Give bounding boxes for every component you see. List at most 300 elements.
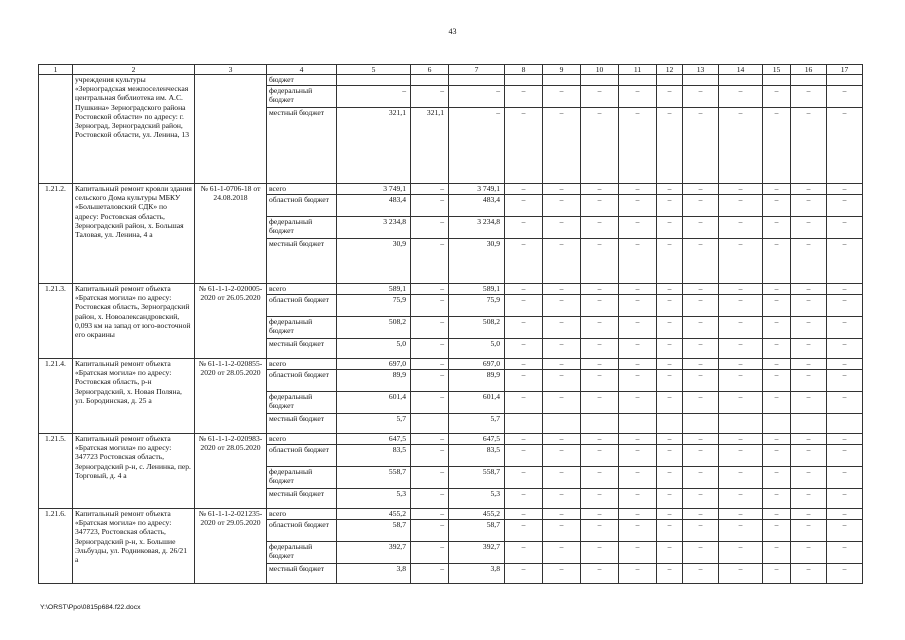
value-cell: –: [657, 184, 683, 195]
value-cell: 5,7: [449, 414, 505, 434]
value-cell: –: [763, 370, 791, 392]
item-number: 1.21.2.: [39, 184, 73, 284]
value-cell: –: [791, 339, 827, 359]
value-cell: –: [719, 108, 763, 184]
value-cell: –: [763, 86, 791, 108]
value-cell: –: [791, 467, 827, 489]
value-cell: –: [763, 339, 791, 359]
value-cell: 3,8: [449, 564, 505, 584]
value-cell: –: [827, 489, 863, 509]
value-cell: –: [827, 184, 863, 195]
value-cell: [543, 414, 581, 434]
value-cell: –: [827, 445, 863, 467]
value-cell: –: [411, 467, 449, 489]
funding-source: федеральный бюджет: [267, 86, 337, 108]
value-cell: –: [683, 217, 719, 239]
value-cell: –: [543, 509, 581, 520]
item-name: Капитальный ремонт кровли здания сельского Дома культуры МБКУ «Большеталовский СДК» по адресу: Ростовская область, Зерноградский район, х. Большая Таловая, ул. Ленина, 4 а: [73, 184, 195, 284]
value-cell: –: [657, 86, 683, 108]
funding-source: местный бюджет: [267, 564, 337, 584]
column-header: 5: [337, 65, 411, 75]
value-cell: –: [657, 317, 683, 339]
item-name: Капитальный ремонт объекта «Братская могила» по адресу: 347723 Ростовская область, Зерноградский р-н, с. Ленинка, пер. Торговый, д. 4 а: [73, 434, 195, 509]
value-cell: 3 234,8: [449, 217, 505, 239]
table-body: [39, 75, 863, 584]
item-name: Капитальный ремонт объекта «Братская могила» по адресу: 347723, Ростовская область, Зерноградский р-н, х. Большие Эльбузды, ул. Родниковая, д. 26/21 а: [73, 509, 195, 584]
value-cell: –: [581, 195, 619, 217]
value-cell: –: [619, 520, 657, 542]
value-cell: –: [619, 467, 657, 489]
value-cell: –: [791, 239, 827, 284]
value-cell: –: [683, 542, 719, 564]
value-cell: [827, 414, 863, 434]
value-cell: 58,7: [337, 520, 411, 542]
item-name: Капитальный ремонт объекта «Братская могила» по адресу: Ростовская область, р-н Зерноградский, х. Новая Поляна, ул. Бородинская, д. 25 а: [73, 359, 195, 434]
value-cell: –: [683, 564, 719, 584]
value-cell: 483,4: [337, 195, 411, 217]
value-cell: –: [657, 509, 683, 520]
value-cell: –: [763, 489, 791, 509]
value-cell: 3 749,1: [449, 184, 505, 195]
value-cell: –: [411, 284, 449, 295]
value-cell: [505, 75, 543, 86]
value-cell: [683, 414, 719, 434]
funding-source: местный бюджет: [267, 414, 337, 434]
budget-table: [38, 64, 863, 584]
value-cell: –: [619, 564, 657, 584]
value-cell: –: [543, 339, 581, 359]
value-cell: –: [763, 392, 791, 414]
funding-source: местный бюджет: [267, 108, 337, 184]
value-cell: –: [791, 284, 827, 295]
value-cell: 601,4: [337, 392, 411, 414]
value-cell: –: [619, 359, 657, 370]
value-cell: 392,7: [449, 542, 505, 564]
value-cell: 508,2: [449, 317, 505, 339]
value-cell: –: [791, 217, 827, 239]
value-cell: –: [827, 239, 863, 284]
value-cell: 508,2: [337, 317, 411, 339]
value-cell: 3 749,1: [337, 184, 411, 195]
value-cell: –: [543, 359, 581, 370]
value-cell: –: [657, 434, 683, 445]
value-cell: –: [543, 86, 581, 108]
table-row: [39, 284, 863, 295]
value-cell: 83,5: [337, 445, 411, 467]
value-cell: –: [505, 445, 543, 467]
column-header: 16: [791, 65, 827, 75]
value-cell: –: [505, 184, 543, 195]
funding-source: областной бюджет: [267, 370, 337, 392]
value-cell: –: [505, 370, 543, 392]
value-cell: –: [411, 392, 449, 414]
value-cell: –: [763, 434, 791, 445]
value-cell: [683, 75, 719, 86]
item-document: [195, 75, 267, 184]
funding-source: областной бюджет: [267, 195, 337, 217]
funding-source: всего: [267, 359, 337, 370]
value-cell: –: [657, 392, 683, 414]
value-cell: –: [827, 339, 863, 359]
value-cell: –: [657, 359, 683, 370]
column-header: 3: [195, 65, 267, 75]
value-cell: –: [763, 217, 791, 239]
value-cell: –: [619, 317, 657, 339]
value-cell: [763, 75, 791, 86]
value-cell: –: [505, 467, 543, 489]
value-cell: –: [719, 195, 763, 217]
value-cell: –: [505, 295, 543, 317]
value-cell: –: [719, 184, 763, 195]
value-cell: –: [505, 108, 543, 184]
item-document: № 61-1-1-2-020983-2020 от 28.05.2020: [195, 434, 267, 509]
item-number: 1.21.4.: [39, 359, 73, 434]
value-cell: –: [619, 509, 657, 520]
value-cell: –: [619, 339, 657, 359]
value-cell: –: [791, 542, 827, 564]
funding-source: федеральный бюджет: [267, 542, 337, 564]
funding-source: местный бюджет: [267, 339, 337, 359]
value-cell: –: [543, 184, 581, 195]
value-cell: –: [505, 542, 543, 564]
value-cell: –: [505, 217, 543, 239]
value-cell: –: [827, 86, 863, 108]
value-cell: –: [657, 564, 683, 584]
value-cell: –: [581, 86, 619, 108]
value-cell: –: [683, 392, 719, 414]
value-cell: –: [719, 434, 763, 445]
value-cell: –: [505, 339, 543, 359]
item-number: 1.21.5.: [39, 434, 73, 509]
value-cell: –: [791, 108, 827, 184]
value-cell: 558,7: [337, 467, 411, 489]
value-cell: –: [827, 509, 863, 520]
value-cell: –: [411, 217, 449, 239]
value-cell: –: [543, 239, 581, 284]
value-cell: 30,9: [337, 239, 411, 284]
value-cell: –: [719, 86, 763, 108]
value-cell: –: [719, 564, 763, 584]
value-cell: –: [619, 445, 657, 467]
value-cell: –: [657, 520, 683, 542]
funding-source: всего: [267, 434, 337, 445]
value-cell: –: [581, 509, 619, 520]
value-cell: –: [827, 564, 863, 584]
value-cell: –: [719, 467, 763, 489]
value-cell: 558,7: [449, 467, 505, 489]
value-cell: [337, 75, 411, 86]
value-cell: –: [581, 284, 619, 295]
item-document: № 61-1-0706-18 от 24.08.2018: [195, 184, 267, 284]
value-cell: –: [827, 542, 863, 564]
value-cell: –: [543, 564, 581, 584]
table-row: [39, 184, 863, 195]
value-cell: 455,2: [449, 509, 505, 520]
value-cell: –: [619, 108, 657, 184]
value-cell: –: [791, 564, 827, 584]
column-header: 1: [39, 65, 73, 75]
value-cell: –: [683, 284, 719, 295]
value-cell: –: [719, 317, 763, 339]
value-cell: –: [543, 489, 581, 509]
value-cell: –: [683, 359, 719, 370]
value-cell: –: [619, 239, 657, 284]
value-cell: [657, 75, 683, 86]
funding-source: федеральный бюджет: [267, 392, 337, 414]
header-row: [39, 65, 863, 75]
value-cell: –: [505, 509, 543, 520]
value-cell: 647,5: [337, 434, 411, 445]
item-document: № 61-1-1-2-020005-2020 от 26.05.2020: [195, 284, 267, 359]
value-cell: –: [411, 86, 449, 108]
column-header: 2: [73, 65, 195, 75]
funding-source: областной бюджет: [267, 295, 337, 317]
value-cell: [543, 75, 581, 86]
value-cell: –: [619, 392, 657, 414]
value-cell: –: [827, 317, 863, 339]
column-header: 4: [267, 65, 337, 75]
value-cell: –: [763, 184, 791, 195]
value-cell: –: [543, 284, 581, 295]
table-row: [39, 434, 863, 445]
item-number: 1.21.6.: [39, 509, 73, 584]
value-cell: –: [619, 542, 657, 564]
value-cell: –: [827, 359, 863, 370]
value-cell: [411, 414, 449, 434]
value-cell: –: [719, 359, 763, 370]
value-cell: –: [683, 195, 719, 217]
value-cell: –: [543, 520, 581, 542]
value-cell: –: [337, 86, 411, 108]
value-cell: –: [505, 239, 543, 284]
column-header: 8: [505, 65, 543, 75]
value-cell: –: [763, 239, 791, 284]
value-cell: –: [411, 564, 449, 584]
funding-source: бюджет: [267, 75, 337, 86]
value-cell: –: [657, 489, 683, 509]
value-cell: –: [657, 108, 683, 184]
value-cell: 483,4: [449, 195, 505, 217]
column-header: 17: [827, 65, 863, 75]
value-cell: –: [657, 284, 683, 295]
value-cell: –: [581, 239, 619, 284]
value-cell: –: [791, 370, 827, 392]
value-cell: –: [411, 339, 449, 359]
value-cell: 75,9: [449, 295, 505, 317]
value-cell: –: [581, 489, 619, 509]
value-cell: 647,5: [449, 434, 505, 445]
funding-source: местный бюджет: [267, 239, 337, 284]
value-cell: [791, 75, 827, 86]
value-cell: –: [619, 86, 657, 108]
funding-source: областной бюджет: [267, 445, 337, 467]
value-cell: –: [581, 370, 619, 392]
value-cell: –: [449, 86, 505, 108]
funding-source: областной бюджет: [267, 520, 337, 542]
item-document: № 61-1-1-2-020855-2020 от 28.05.2020: [195, 359, 267, 434]
column-header: 6: [411, 65, 449, 75]
value-cell: –: [827, 295, 863, 317]
value-cell: –: [619, 434, 657, 445]
value-cell: –: [791, 434, 827, 445]
value-cell: 589,1: [449, 284, 505, 295]
value-cell: –: [505, 359, 543, 370]
value-cell: [827, 75, 863, 86]
value-cell: [619, 414, 657, 434]
value-cell: –: [791, 195, 827, 217]
value-cell: –: [827, 284, 863, 295]
value-cell: –: [791, 489, 827, 509]
value-cell: –: [411, 434, 449, 445]
column-header: 15: [763, 65, 791, 75]
value-cell: –: [619, 217, 657, 239]
value-cell: –: [827, 370, 863, 392]
value-cell: [619, 75, 657, 86]
funding-source: федеральный бюджет: [267, 217, 337, 239]
value-cell: –: [791, 295, 827, 317]
value-cell: –: [683, 434, 719, 445]
funding-source: всего: [267, 284, 337, 295]
value-cell: –: [581, 295, 619, 317]
value-cell: 89,9: [337, 370, 411, 392]
value-cell: 601,4: [449, 392, 505, 414]
value-cell: –: [505, 489, 543, 509]
value-cell: –: [657, 467, 683, 489]
value-cell: –: [411, 359, 449, 370]
value-cell: –: [543, 295, 581, 317]
column-header: 7: [449, 65, 505, 75]
value-cell: –: [683, 317, 719, 339]
footer-path: Y:\ORST\Ppo\0815p684.f22.docx: [40, 604, 141, 611]
value-cell: –: [719, 392, 763, 414]
value-cell: –: [505, 564, 543, 584]
value-cell: 697,0: [449, 359, 505, 370]
value-cell: –: [543, 467, 581, 489]
value-cell: –: [719, 520, 763, 542]
value-cell: –: [683, 509, 719, 520]
column-header: 13: [683, 65, 719, 75]
column-header: 12: [657, 65, 683, 75]
value-cell: –: [543, 392, 581, 414]
value-cell: –: [411, 520, 449, 542]
value-cell: –: [581, 359, 619, 370]
value-cell: [763, 414, 791, 434]
value-cell: –: [763, 542, 791, 564]
value-cell: –: [827, 467, 863, 489]
value-cell: 83,5: [449, 445, 505, 467]
value-cell: –: [581, 217, 619, 239]
funding-source: федеральный бюджет: [267, 467, 337, 489]
value-cell: –: [619, 284, 657, 295]
table-row: [39, 509, 863, 520]
value-cell: –: [719, 509, 763, 520]
value-cell: [581, 414, 619, 434]
value-cell: –: [683, 520, 719, 542]
value-cell: –: [791, 392, 827, 414]
value-cell: 75,9: [337, 295, 411, 317]
value-cell: –: [581, 392, 619, 414]
value-cell: –: [763, 317, 791, 339]
value-cell: [719, 414, 763, 434]
value-cell: 5,7: [337, 414, 411, 434]
value-cell: 392,7: [337, 542, 411, 564]
value-cell: –: [719, 295, 763, 317]
funding-source: всего: [267, 509, 337, 520]
value-cell: –: [719, 445, 763, 467]
value-cell: 3 234,8: [337, 217, 411, 239]
value-cell: –: [763, 564, 791, 584]
value-cell: 5,0: [337, 339, 411, 359]
value-cell: –: [581, 467, 619, 489]
value-cell: –: [719, 284, 763, 295]
value-cell: –: [449, 108, 505, 184]
value-cell: –: [581, 542, 619, 564]
value-cell: –: [411, 317, 449, 339]
value-cell: –: [411, 184, 449, 195]
value-cell: –: [827, 392, 863, 414]
value-cell: 3,8: [337, 564, 411, 584]
value-cell: –: [581, 108, 619, 184]
value-cell: –: [791, 359, 827, 370]
value-cell: –: [683, 86, 719, 108]
value-cell: –: [581, 317, 619, 339]
value-cell: –: [657, 542, 683, 564]
value-cell: –: [543, 317, 581, 339]
value-cell: –: [581, 445, 619, 467]
value-cell: [791, 414, 827, 434]
value-cell: –: [657, 339, 683, 359]
item-number: 1.21.3.: [39, 284, 73, 359]
value-cell: –: [719, 239, 763, 284]
column-header: 11: [619, 65, 657, 75]
value-cell: –: [505, 195, 543, 217]
value-cell: –: [543, 108, 581, 184]
value-cell: –: [683, 339, 719, 359]
value-cell: 455,2: [337, 509, 411, 520]
value-cell: –: [505, 392, 543, 414]
value-cell: –: [683, 445, 719, 467]
value-cell: –: [763, 509, 791, 520]
column-header: 10: [581, 65, 619, 75]
value-cell: –: [581, 434, 619, 445]
value-cell: –: [827, 108, 863, 184]
value-cell: –: [683, 108, 719, 184]
value-cell: –: [791, 509, 827, 520]
value-cell: –: [763, 284, 791, 295]
funding-source: федеральный бюджет: [267, 317, 337, 339]
funding-source: местный бюджет: [267, 489, 337, 509]
item-name: учреждения культуры «Зерноградская межпоселенческая центральная библиотека им. А.С. Пушкина» Зерноградского района Ростовской области» по адресу: г. Зерноград, Зерноградский район, Ростовской области, ул. Ленина, 13: [73, 75, 195, 184]
value-cell: –: [683, 239, 719, 284]
item-name: Капитальный ремонт объекта «Братская могила» по адресу: Ростовская область, Зерноградский район, х. Новоалександровский, 0,093 км на запад от юго-восточной его окраины: [73, 284, 195, 359]
value-cell: –: [719, 339, 763, 359]
page-number: 43: [448, 27, 457, 36]
value-cell: –: [827, 217, 863, 239]
value-cell: –: [543, 195, 581, 217]
value-cell: –: [719, 217, 763, 239]
value-cell: –: [763, 359, 791, 370]
value-cell: 89,9: [449, 370, 505, 392]
value-cell: –: [543, 434, 581, 445]
value-cell: –: [619, 489, 657, 509]
value-cell: 58,7: [449, 520, 505, 542]
value-cell: –: [657, 195, 683, 217]
value-cell: –: [543, 542, 581, 564]
value-cell: [581, 75, 619, 86]
value-cell: –: [827, 195, 863, 217]
column-header: 14: [719, 65, 763, 75]
value-cell: –: [543, 217, 581, 239]
